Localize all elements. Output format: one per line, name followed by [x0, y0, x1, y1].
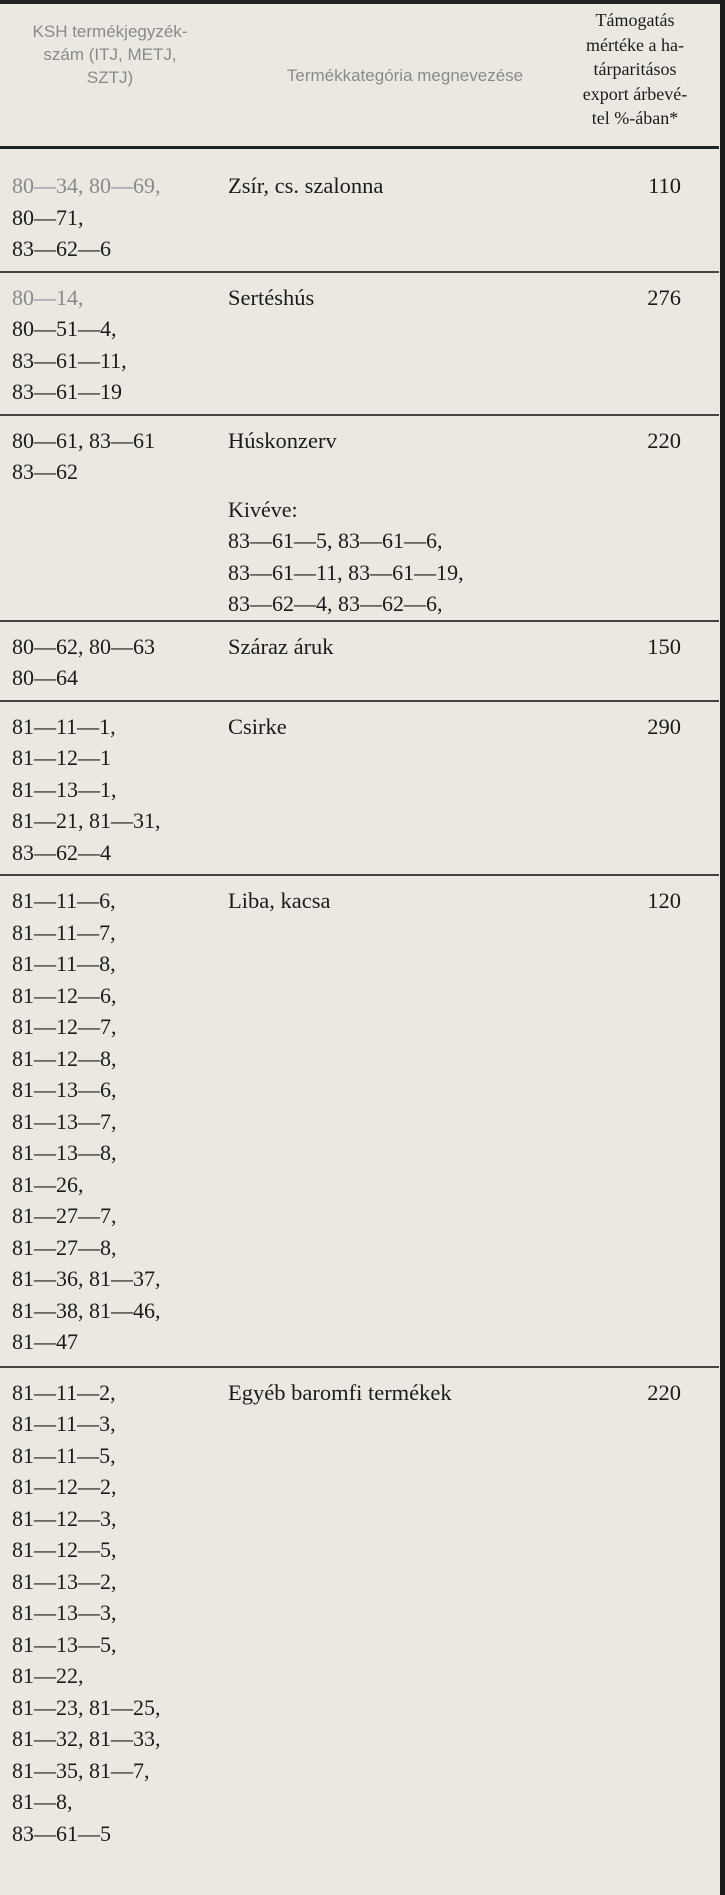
- header-code-line: KSH termékjegyzék-: [32, 22, 188, 41]
- code-line: 81—11—5,: [12, 1442, 116, 1468]
- code-line: 81—12—5,: [12, 1537, 117, 1562]
- right-rule: [720, 0, 725, 1895]
- code-line: 81—32, 81—33,: [12, 1726, 161, 1751]
- code-line: 80—61, 83—61: [12, 427, 155, 453]
- code-line: 83—62—4: [12, 839, 111, 865]
- row-codes: [0, 170, 242, 265]
- code-line: 81—27—8,: [12, 1234, 117, 1260]
- header-support-line: tel %-ában*: [591, 108, 679, 128]
- header-code-line: SZTJ): [86, 68, 134, 87]
- row-category: Húskonzerv: [228, 427, 337, 453]
- header-code-column: [0, 20, 220, 89]
- row-category: Zsír, cs. szalonna: [228, 173, 384, 198]
- header-code-line: szám (ITJ, METJ,: [43, 45, 177, 64]
- code-line: 81—12—7,: [12, 1014, 117, 1039]
- code-line: 81—12—3,: [12, 1505, 117, 1531]
- code-line: 80—71,: [12, 204, 84, 230]
- table-header: [0, 0, 719, 146]
- spacer: [12, 551, 242, 583]
- spacer: [12, 582, 242, 614]
- code-line: 81—13—3,: [12, 1600, 117, 1625]
- code-line: 83—61—19: [12, 379, 122, 404]
- spacer: [12, 488, 242, 520]
- code-line: 80—62, 80—63: [12, 633, 155, 659]
- header-support-line: export árbevé-: [582, 83, 688, 104]
- code-line: 81—11—7,: [12, 919, 116, 945]
- code-line: 80—34, 80—69,: [12, 173, 161, 198]
- exception-label: Kivéve:: [228, 496, 298, 522]
- row-codes: [0, 631, 242, 694]
- code-line: 81—11—1,: [12, 713, 116, 739]
- row-support-value: 290: [647, 713, 681, 739]
- row-category: Egyéb baromfi termékek: [228, 1379, 452, 1405]
- code-line: 81—11—6,: [12, 888, 116, 913]
- exception-block: [228, 494, 464, 620]
- code-line: 81—23, 81—25,: [12, 1694, 161, 1720]
- code-line: 81—11—8,: [12, 951, 116, 976]
- code-line: 81—13—5,: [12, 1631, 117, 1657]
- code-line: 81—12—6,: [12, 982, 117, 1008]
- table-row: [0, 885, 719, 1368]
- row-category: Száraz áruk: [228, 633, 334, 659]
- code-line: 81—27—7,: [12, 1203, 117, 1228]
- code-line: 80—51—4,: [12, 316, 117, 341]
- row-category: Sertéshús: [228, 284, 315, 310]
- spacer: [12, 519, 242, 551]
- row-support-value: 276: [647, 284, 681, 310]
- code-line: 81—21, 81—31,: [12, 808, 161, 833]
- code-line: 81—35, 81—7,: [12, 1757, 150, 1783]
- code-line: 81—12—2,: [12, 1474, 117, 1499]
- code-line: 83—61—11,: [12, 347, 127, 373]
- exception-line: 83—62—4, 83—62—6,: [228, 591, 443, 616]
- code-line: 81—13—7,: [12, 1108, 117, 1134]
- code-line: 80—64: [12, 665, 78, 690]
- header-support-line: mértéke a ha-: [586, 34, 684, 55]
- row-support-value: 220: [647, 427, 681, 453]
- code-line: 81—13—2,: [12, 1568, 117, 1594]
- table-body: [0, 170, 719, 1864]
- row-support-value: 110: [648, 173, 681, 198]
- code-line: 83—61—5: [12, 1820, 111, 1846]
- code-line: 81—13—8,: [12, 1140, 117, 1165]
- header-support-line: Támogatás: [595, 10, 675, 30]
- row-codes: [0, 425, 242, 614]
- code-line: 81—13—6,: [12, 1077, 117, 1102]
- table-row: [0, 711, 719, 877]
- row-support-value: 150: [647, 633, 681, 659]
- table-row: [0, 631, 719, 702]
- header-rule: [0, 146, 719, 149]
- code-line: 81—11—2,: [12, 1379, 116, 1405]
- row-support-value: 120: [647, 888, 681, 913]
- row-category: Csirke: [228, 713, 287, 739]
- code-line: 81—26,: [12, 1171, 84, 1197]
- table-row: [0, 425, 719, 622]
- row-codes: [0, 711, 242, 869]
- code-line: 81—47: [12, 1329, 78, 1354]
- row-category: Liba, kacsa: [228, 888, 331, 913]
- row-codes: [0, 885, 242, 1358]
- exception-line: 83—61—11, 83—61—19,: [228, 559, 464, 585]
- row-codes: [0, 282, 242, 408]
- code-line: 81—38, 81—46,: [12, 1297, 161, 1323]
- code-line: 83—62—6: [12, 236, 111, 261]
- row-codes: [0, 1377, 242, 1850]
- code-line: 81—36, 81—37,: [12, 1266, 161, 1291]
- table-row: [0, 1377, 719, 1856]
- header-category-column: Termékkategória megnevezése: [286, 66, 524, 85]
- code-line: 81—13—1,: [12, 776, 117, 802]
- code-line: 81—22,: [12, 1663, 84, 1688]
- code-line: 81—12—1: [12, 745, 111, 770]
- table-row: [0, 282, 719, 416]
- table-row: [0, 170, 719, 273]
- code-line: 81—11—3,: [12, 1411, 116, 1436]
- header-support-column: [555, 8, 715, 131]
- code-line: 83—62: [12, 459, 78, 484]
- code-line: 81—12—8,: [12, 1045, 117, 1071]
- row-support-value: 220: [647, 1379, 681, 1405]
- code-line: 80—14,: [12, 284, 84, 310]
- code-line: 81—8,: [12, 1789, 73, 1814]
- header-support-line: tárparitásos: [593, 59, 677, 79]
- exception-line: 83—61—5, 83—61—6,: [228, 528, 443, 553]
